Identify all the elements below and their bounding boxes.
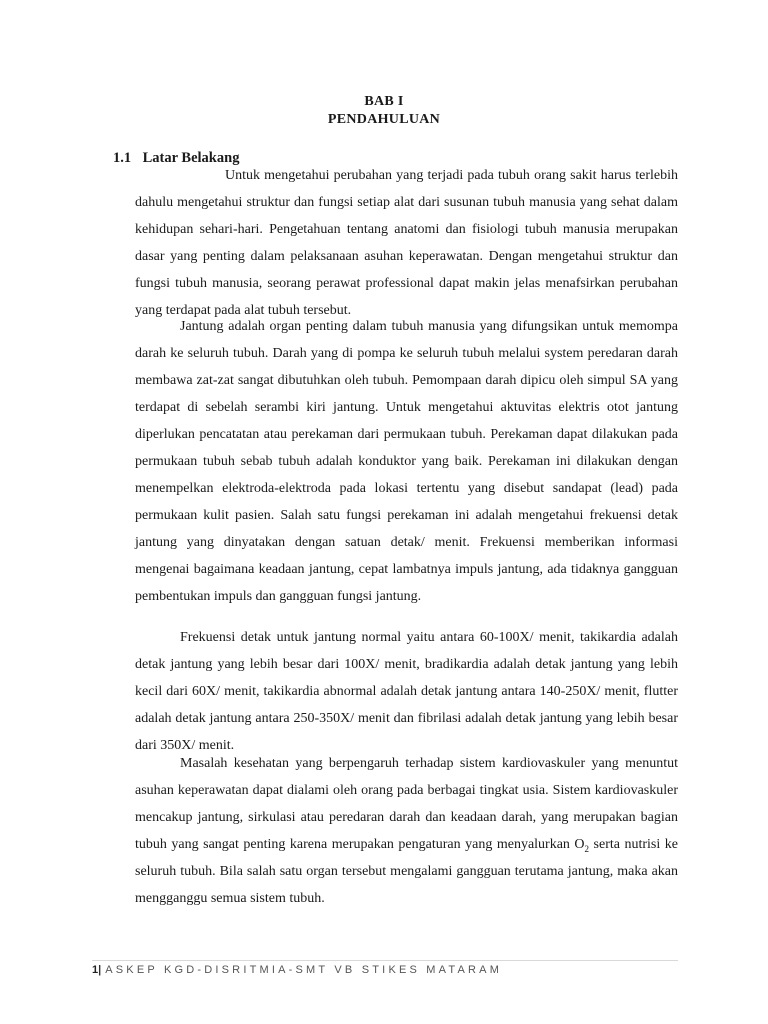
chapter-title: PENDAHULUAN	[327, 112, 441, 127]
paragraph-4-part-2: serta nutrisi ke seluruh tubuh. Bila salah satu organ tersebut mengalami gangguan terutama jantung, maka akan mengganggu semua sistem tubuh.	[135, 837, 678, 906]
oxygen-subscript: 2	[584, 843, 590, 854]
page-footer	[92, 964, 502, 976]
page-number: 1	[92, 964, 99, 976]
chapter-number: BAB I	[364, 94, 404, 109]
section-number: 1.1	[113, 150, 132, 166]
paragraph-3: Frekuensi detak untuk jantung normal yaitu antara 60-100X/ menit, takikardia adalah detak jantung yang lebih besar dari 100X/ menit, bradikardia adalah detak jantung yang lebih kecil dari 60X/ menit, takikardia abnormal adalah detak jantung antara 140-250X/ menit, flutter adalah detak jantung antara 250-350X/ menit dan fibrilasi adalah detak jantung yang lebih besar dari 350X/ menit.	[135, 630, 678, 753]
running-title: ASKEP KGD-DISRITMIA-SMT VB STIKES MATARAM	[105, 964, 503, 976]
footer-separator: |	[98, 964, 102, 976]
paragraph-4	[135, 750, 678, 912]
section-title: Latar Belakang	[142, 150, 240, 166]
paragraph-1: Untuk mengetahui perubahan yang terjadi pada tubuh orang sakit harus terlebih dahulu mengetahui struktur dan fungsi setiap alat dari susunan tubuh manusia yang sehat dalam kehidupan sehari-hari. Pengetahuan tentang anatomi dan fisiologi tubuh manusia merupakan dasar yang penting dalam pelaksanaan asuhan keperawatan. Dengan mengetahui struktur dan fungsi tubuh manusia, seorang perawat professional dapat makin jelas menafsirkan perubahan yang terdapat pada alat tubuh tersebut.	[135, 168, 678, 318]
paragraph-4-part-1: Masalah kesehatan yang berpengaruh terhadap sistem kardiovaskuler yang menuntut asuhan keperawatan dapat dialami oleh orang pada berbagai tingkat usia. Sistem kardiovaskuler mencakup jantung, sirkulasi atau peredaran darah dan keadaan darah, yang merupakan bagian tubuh yang sangat penting karena merupakan pengaturan yang menyalurkan O	[135, 756, 678, 852]
paragraph-2: Jantung adalah organ penting dalam tubuh manusia yang difungsikan untuk memompa darah ke seluruh tubuh. Darah yang di pompa ke seluruh tubuh melalui system peredaran darah membawa zat-zat sangat dibutuhkan oleh tubuh. Pemompaan darah dipicu oleh simpul SA yang terdapat di sebelah serambi kiri jantung. Untuk mengetahui aktuvitas elektris otot jantung diperlukan pencatatan atau perekaman dari permukaan tubuh. Perekaman dapat dilakukan pada permukaan tubuh sebab tubuh adalah konduktor yang baik. Perekaman ini dilakukan dengan menempelkan elektroda-elektroda pada lokasi tertentu yang disebut sandapat (lead) pada permukaan kulit pasien. Salah satu fungsi perekaman ini adalah mengetahui frekuensi detak jantung yang dinyatakan dengan satuan detak/ menit. Frekuensi memberikan informasi mengenai bagaimana keadaan jantung, cepat lambatnya impuls jantung, ada tidaknya gangguan pembentukan impuls dan gangguan fungsi jantung.	[135, 319, 678, 604]
footer-divider	[92, 960, 678, 961]
